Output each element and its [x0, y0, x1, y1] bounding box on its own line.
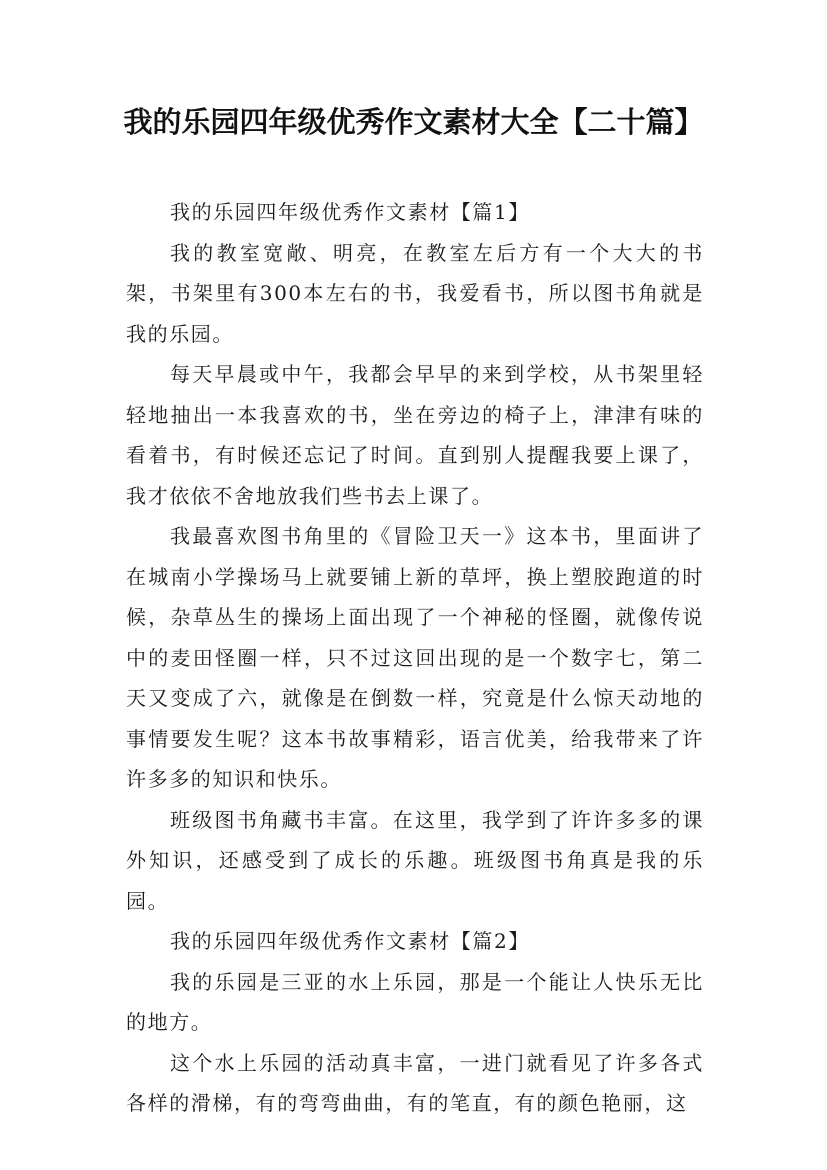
document-title: 我的乐园四年级优秀作文素材大全【二十篇】	[123, 105, 704, 139]
document-body	[126, 192, 704, 1124]
paragraph: 我的教室宽敞、明亮，在教室左后方有一个大大的书架，书架里有300本左右的书，我爱看书，所以图书角就是我的乐园。	[126, 240, 704, 346]
paragraph: 班级图书角藏书丰富。在这里，我学到了许许多多的课外知识，还感受到了成长的乐趣。班级图书角真是我的乐园。	[126, 807, 704, 913]
section-heading-1: 我的乐园四年级优秀作文素材【篇1】	[170, 200, 530, 224]
section-heading-2: 我的乐园四年级优秀作文素材【篇2】	[170, 929, 530, 953]
paragraph: 每天早晨或中午，我都会早早的来到学校，从书架里轻轻地抽出一本我喜欢的书，坐在旁边的椅子上，津津有味的看着书，有时候还忘记了时间。直到别人提醒我要上课了，我才依依不舍地放我们些书去上课了。	[126, 362, 704, 508]
paragraph: 这个水上乐园的活动真丰富，一进门就看见了许多各式各样的滑梯，有的弯弯曲曲，有的笔直，有的颜色艳丽，这	[126, 1050, 704, 1115]
paragraph: 我最喜欢图书角里的《冒险卫天一》这本书，里面讲了在城南小学操场马上就要铺上新的草坪，换上塑胶跑道的时候，杂草丛生的操场上面出现了一个神秘的怪圈，就像传说中的麦田怪圈一样，只不过这回出现的是一个数字七，第二天又变成了六，就像是在倒数一样，究竟是什么惊天动地的事情要发生呢？这本书故事精彩，语言优美，给我带来了许许多多的知识和快乐。	[126, 524, 704, 791]
paragraph: 我的乐园是三亚的水上乐园，那是一个能让人快乐无比的地方。	[126, 969, 704, 1034]
